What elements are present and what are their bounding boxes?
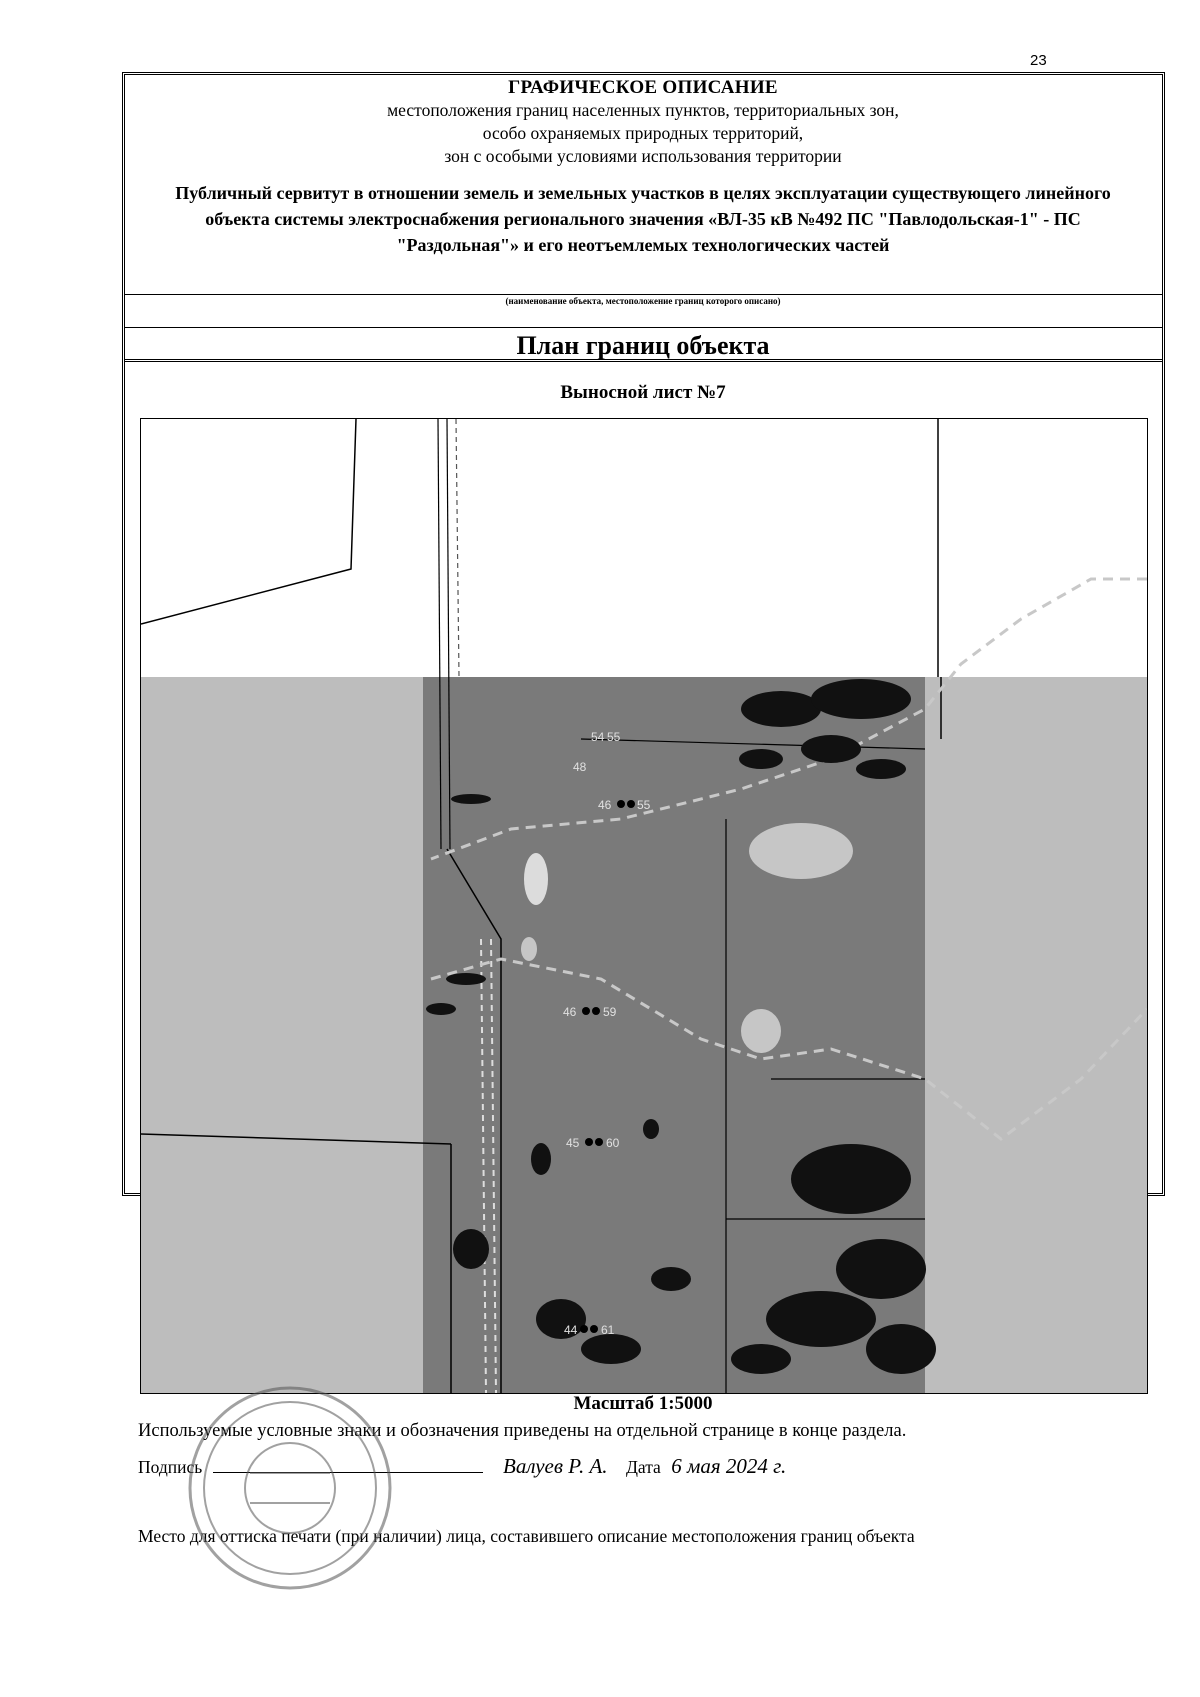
point-label: 55 (607, 730, 621, 744)
plan-title: План границ объекта (516, 331, 770, 360)
terrain-patch (741, 1009, 781, 1053)
seal-stamp (180, 1378, 400, 1598)
boundary-map (140, 418, 1148, 1394)
point-label: 46 (563, 1005, 577, 1019)
terrain-patch (749, 823, 853, 879)
subtitle-line-3: зон с особыми условиями использования территории (444, 146, 842, 166)
signer-name: Валуев Р. А. (503, 1454, 608, 1478)
map-canvas (141, 419, 1147, 1393)
object-name: Публичный сервитут в отношении земель и земельных участков в целях эксплуатации существующего линейного объекта системы электроснабжения регионального значения «ВЛ-35 кВ №492 ПС "Павлодольская-1" - ПС "Раздольная"» и его неотъемлемых технологических частей (175, 183, 1111, 255)
road-edge (456, 419, 459, 677)
legend-note: Используемые условные знаки и обозначения приведены на отдельной странице в конце раздела. (138, 1421, 907, 1441)
divider (124, 294, 1162, 295)
divider (124, 327, 1162, 328)
signature-label: Подпись (138, 1457, 203, 1477)
parcel-boundary (141, 419, 356, 624)
point-label: 54 (591, 730, 605, 744)
point-label: 55 (637, 798, 651, 812)
scale-label: Масштаб 1:5000 (573, 1393, 713, 1414)
point-label: 48 (573, 760, 587, 774)
point-label: 61 (601, 1323, 615, 1337)
terrain-patch (521, 937, 537, 961)
document-title: ГРАФИЧЕСКОЕ ОПИСАНИЕ (508, 77, 778, 98)
signature-date: 6 мая 2024 г. (671, 1454, 787, 1478)
point-label: 59 (603, 1005, 617, 1019)
header (124, 75, 1162, 365)
date-label: Дата (625, 1457, 661, 1477)
subtitle-line-1: местоположения границ населенных пунктов, территориальных зон, (387, 100, 899, 120)
sheet-title: Выносной лист №7 (560, 382, 726, 403)
point-label: 45 (566, 1136, 580, 1150)
terrain-patch (524, 853, 548, 905)
object-caption: (наименование объекта, местоположение границ которого описано) (505, 296, 781, 306)
subtitle-line-2: особо охраняемых природных территорий, (482, 123, 804, 143)
point-label: 44 (564, 1323, 578, 1337)
map-side-area-right (925, 677, 1147, 1393)
point-label: 46 (598, 798, 612, 812)
page-number: 23 (1030, 52, 1047, 69)
map-side-area-left (141, 677, 423, 1393)
stamp-note: Место для оттиска печати (при наличии) лица, составившего описание местоположения границ объекта (138, 1526, 915, 1546)
point-label: 60 (606, 1136, 620, 1150)
